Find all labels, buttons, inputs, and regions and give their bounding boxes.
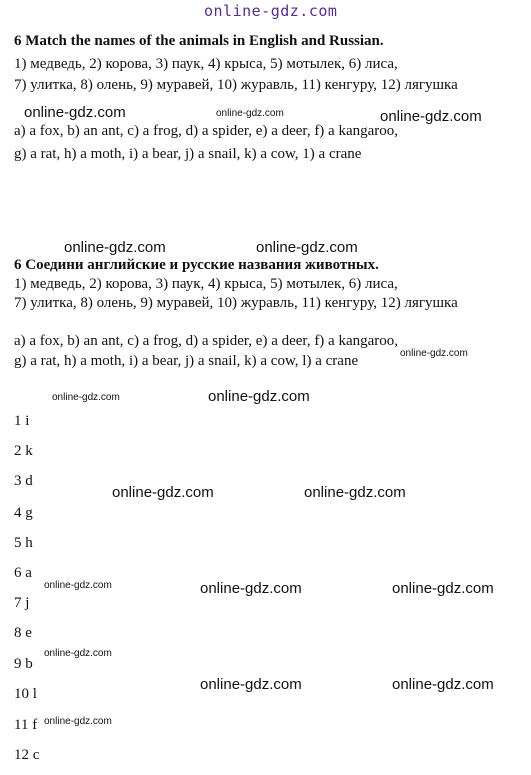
watermark: online-gdz.com (380, 108, 482, 125)
answer-item: 6 a (14, 565, 32, 581)
watermark: online-gdz.com (304, 484, 406, 501)
english-words-line-1-copy: a) a fox, b) an ant, c) a frog, d) a spider, e) a deer, f) a kangaroo, (14, 333, 399, 349)
watermark: online-gdz.com (208, 388, 310, 405)
answer-item: 1 i (14, 413, 30, 429)
watermark: online-gdz.com (256, 239, 358, 256)
answer-item: 3 d (14, 473, 33, 489)
english-words-line-2-copy: g) a rat, h) a moth, i) a bear, j) a snail, k) a cow, l) a crane (14, 353, 359, 369)
watermark: online-gdz.com (200, 580, 302, 597)
watermark: online-gdz.com (112, 484, 214, 501)
watermark: online-gdz.com (392, 676, 494, 693)
answer-item: 5 h (14, 535, 33, 551)
watermark: online-gdz.com (24, 104, 126, 121)
answer-item: 9 b (14, 656, 33, 672)
watermark: online-gdz.com (200, 676, 302, 693)
watermark: online-gdz.com (44, 716, 112, 727)
watermark: online-gdz.com (400, 348, 468, 359)
watermark: online-gdz.com (392, 580, 494, 597)
answer-item: 11 f (14, 717, 38, 733)
watermark: online-gdz.com (52, 392, 120, 403)
english-words-line-2: g) a rat, h) a moth, i) a bear, j) a snail, k) a cow, 1) a crane (14, 146, 362, 162)
answer-item: 8 e (14, 625, 32, 641)
russian-words-line-2-copy: 7) улитка, 8) олень, 9) муравей, 10) журавль, 11) кенгуру, 12) лягушка (14, 295, 458, 311)
answer-item: 4 g (14, 505, 33, 521)
watermark: online-gdz.com (44, 648, 112, 659)
exercise-title-russian: 6 Соедини английские и русские названия животных. (14, 257, 379, 273)
english-words-line-1: a) a fox, b) an ant, c) a frog, d) a spider, e) a deer, f) a kangaroo, (14, 123, 399, 139)
site-logo: online-gdz.com (204, 2, 338, 20)
watermark: online-gdz.com (64, 239, 166, 256)
watermark: online-gdz.com (216, 108, 284, 119)
russian-words-line-2: 7) улитка, 8) олень, 9) муравей, 10) журавль, 11) кенгуру, 12) лягушка (14, 77, 458, 93)
exercise-title-english: 6 Match the names of the animals in English and Russian. (14, 33, 384, 49)
answer-item: 12 c (14, 747, 40, 763)
watermark: online-gdz.com (44, 580, 112, 591)
russian-words-line-1-copy: 1) медведь, 2) корова, 3) паук, 4) крыса, 5) мотылек, 6) лиса, (14, 276, 398, 292)
answer-item: 10 l (14, 686, 37, 702)
russian-words-line-1: 1) медведь, 2) корова, 3) паук, 4) крыса, 5) мотылек, 6) лиса, (14, 56, 398, 72)
answer-item: 2 k (14, 443, 33, 459)
answer-item: 7 j (14, 595, 30, 611)
